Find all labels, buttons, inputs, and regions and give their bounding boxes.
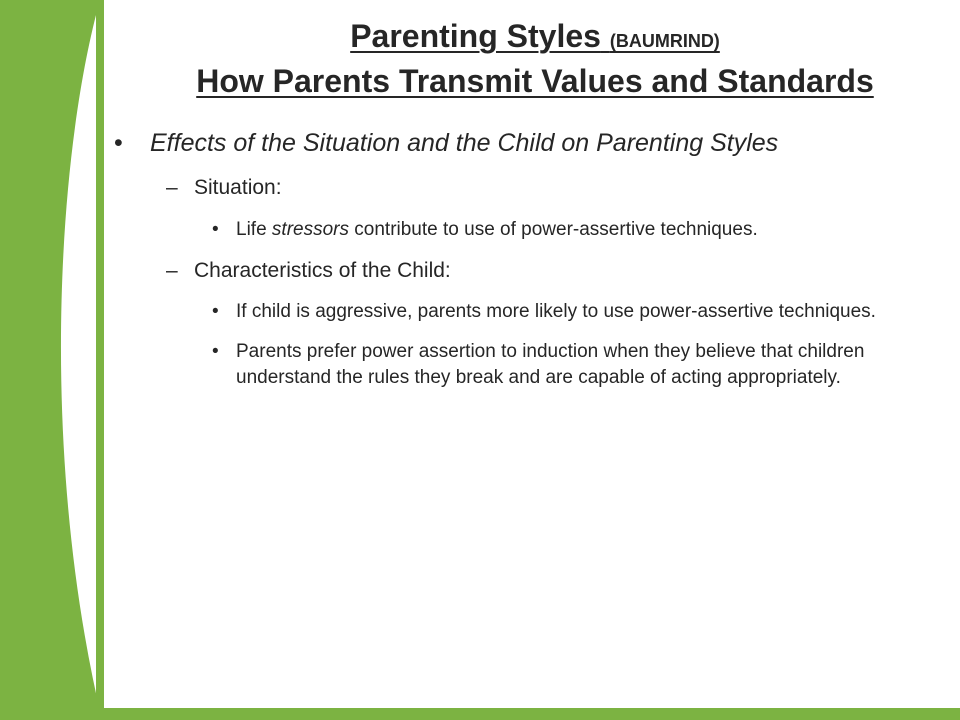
dash-marker: –	[166, 259, 178, 282]
point-text-emphasis: stressors	[271, 219, 349, 240]
title-main: Parenting Styles	[350, 18, 601, 54]
sub-bullet-characteristics	[114, 257, 894, 285]
bottom-green-bar	[96, 708, 960, 720]
point-text-before: Life	[236, 219, 272, 240]
main-bullet	[114, 126, 894, 160]
point-power-assertion	[114, 339, 894, 391]
sub-bullet-label: Situation:	[194, 176, 282, 199]
title-line-1	[110, 16, 960, 61]
point-text-after: contribute to use of power-assertive techniques.	[349, 219, 758, 240]
slide-body	[114, 126, 894, 391]
main-bullet-text: Effects of the Situation and the Child on Parenting Styles	[150, 129, 779, 157]
point-aggressive-child	[114, 299, 894, 325]
dot-marker: •	[212, 301, 219, 322]
dot-marker: •	[212, 219, 219, 240]
bullet-marker: •	[114, 129, 123, 157]
slide-title	[110, 16, 960, 101]
left-green-bar	[96, 0, 104, 720]
point-text: Parents prefer power assertion to induction when they believe that children understand the rules they break and are capable of acting appropriately.	[236, 341, 865, 388]
dot-marker: •	[212, 341, 219, 362]
dash-marker: –	[166, 176, 178, 199]
point-life-stressors	[114, 215, 894, 245]
point-text: If child is aggressive, parents more likely to use power-assertive techniques.	[236, 301, 876, 322]
sub-bullet-label: Characteristics of the Child:	[194, 259, 451, 282]
sub-bullet-situation	[114, 174, 894, 202]
title-subtitle: (BAUMRIND)	[609, 31, 720, 51]
title-line-2: How Parents Transmit Values and Standards	[196, 63, 874, 99]
left-green-band	[0, 0, 102, 720]
